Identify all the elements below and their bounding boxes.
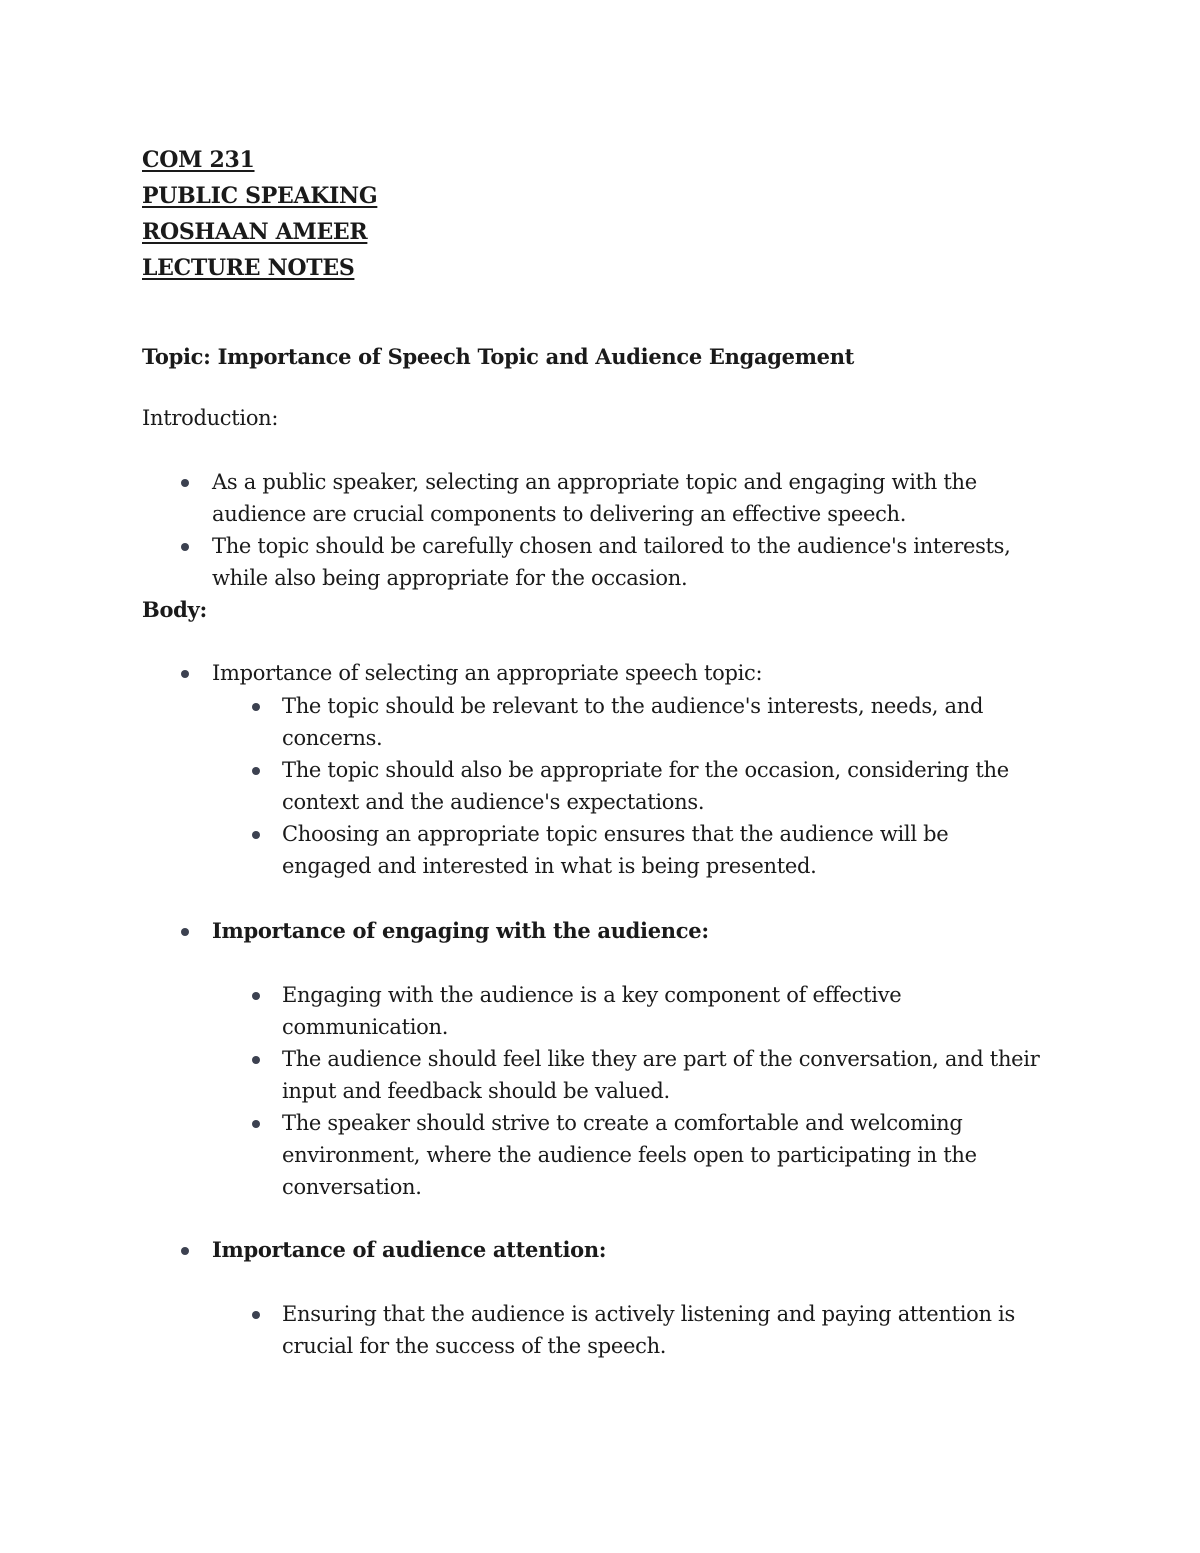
bullet-icon [181, 1247, 189, 1255]
bullet-icon [181, 670, 189, 678]
list-item-text: Engaging with the audience is a key component of effective communication. [282, 983, 902, 1039]
list-item [282, 1043, 1042, 1107]
section-3-title-text: Importance of audience attention: [212, 1237, 607, 1262]
body-heading: Body: [142, 597, 207, 622]
topic-heading: Topic: Importance of Speech Topic and Audience Engagement [142, 344, 855, 369]
list-item [282, 1298, 1042, 1362]
list-item-text: The audience should feel like they are part of the conversation, and their input and feedback should be valued. [282, 1047, 1040, 1103]
bullet-icon [252, 1120, 260, 1128]
section-1-points [282, 690, 1042, 882]
list-item-text: The topic should also be appropriate for the occasion, considering the context and the audience's expectations. [282, 758, 1009, 814]
introduction-list [212, 466, 1042, 594]
list-item-text: Choosing an appropriate topic ensures that the audience will be engaged and interested in what is being presented. [282, 822, 949, 878]
section-2-title [212, 915, 1042, 947]
section-2-title-text: Importance of engaging with the audience: [212, 918, 709, 943]
list-item [212, 530, 1042, 594]
section-3-title-list [212, 1234, 1042, 1266]
bullet-icon [252, 992, 260, 1000]
list-item-text: Ensuring that the audience is actively listening and paying attention is crucial for the success of the speech. [282, 1302, 1015, 1358]
list-item [282, 754, 1042, 818]
introduction-heading: Introduction: [142, 406, 279, 430]
section-2-points [282, 979, 1042, 1203]
list-item [282, 1107, 1042, 1203]
list-item-text: As a public speaker, selecting an appropriate topic and engaging with the audience are crucial components to delivering an effective speech. [212, 470, 977, 526]
course-code: COM 231 [142, 147, 255, 173]
section-3-points [282, 1298, 1042, 1362]
list-item [282, 979, 1042, 1043]
bullet-icon [252, 703, 260, 711]
document-header [142, 142, 377, 286]
bullet-icon [181, 928, 189, 936]
list-item [212, 466, 1042, 530]
section-3-title [212, 1234, 1042, 1266]
bullet-icon [252, 1056, 260, 1064]
author-name: ROSHAAN AMEER [142, 219, 368, 245]
bullet-icon [252, 1311, 260, 1319]
section-2-title-list [212, 915, 1042, 947]
list-item-text: The topic should be carefully chosen and tailored to the audience's interests, while also being appropriate for the occasion. [212, 534, 1011, 590]
section-1-title-text: Importance of selecting an appropriate speech topic: [212, 661, 763, 685]
bullet-icon [181, 543, 189, 551]
bullet-icon [252, 767, 260, 775]
list-item [282, 690, 1042, 754]
list-item [282, 818, 1042, 882]
section-1-title [212, 657, 1042, 689]
course-title: PUBLIC SPEAKING [142, 183, 378, 209]
list-item-text: The speaker should strive to create a comfortable and welcoming environment, where the audience feels open to participating in the conversation. [282, 1111, 977, 1199]
section-1-title-list [212, 657, 1042, 689]
list-item-text: The topic should be relevant to the audience's interests, needs, and concerns. [282, 694, 984, 750]
document-type: LECTURE NOTES [142, 255, 355, 281]
bullet-icon [252, 831, 260, 839]
bullet-icon [181, 479, 189, 487]
